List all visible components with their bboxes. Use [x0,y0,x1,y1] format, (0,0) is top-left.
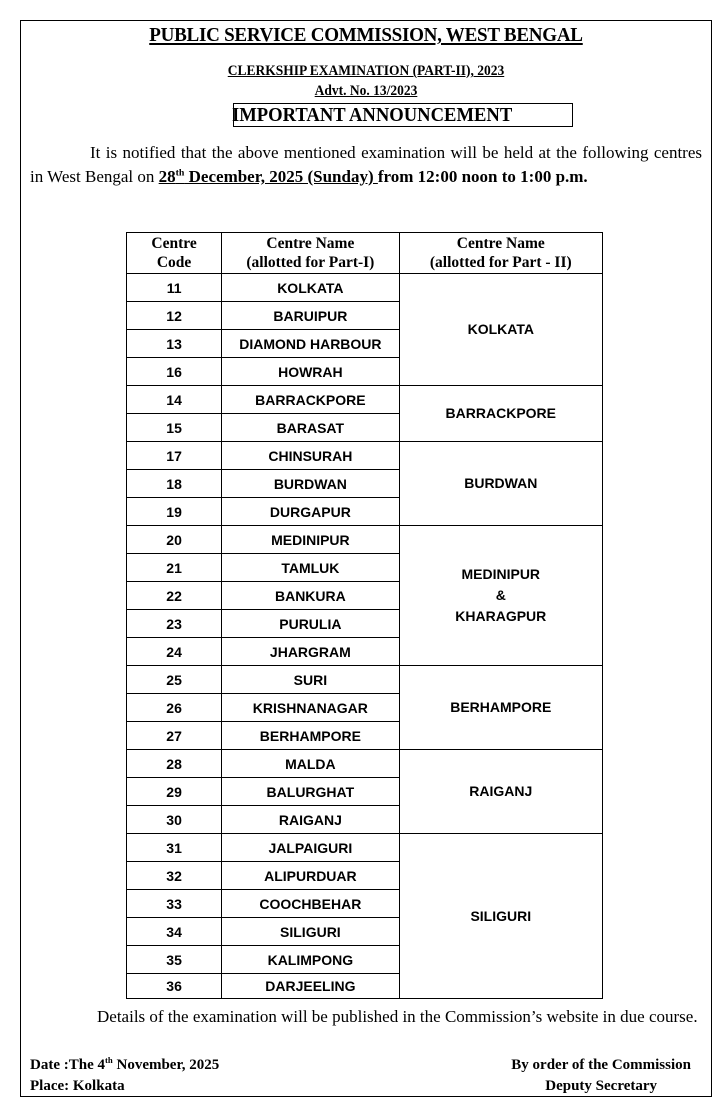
table-row: 28 MALDA RAIGANJ [127,750,603,778]
table-row: 18 BURDWAN [127,470,603,498]
table-row: 17 CHINSURAH BURDWAN [127,442,603,470]
table-row: 34 SILIGURI [127,918,603,946]
footer-signature [511,1055,691,1097]
header-part2-centre: Centre Name (allotted for Part - II) [399,233,602,274]
table-row: 29 BALURGHAT [127,778,603,806]
table-row: 30 RAIGANJ [127,806,603,834]
table-row: 25 SURI BERHAMPORE [127,666,603,694]
intro-text: It is notified that the above mentioned examination will be held at the following centres in West Bengal on [30,143,702,186]
header-part1-centre: Centre Name (allotted for Part-I) [222,233,399,274]
organization-title: PUBLIC SERVICE COMMISSION, WEST BENGAL [149,24,583,46]
table-header-row [127,233,603,274]
part2-group-raiganj: RAIGANJ [399,750,602,834]
table-row: 11 KOLKATA KOLKATA [127,274,603,302]
announcement-document [20,20,712,1097]
table-row: 35 KALIMPONG [127,946,603,974]
part2-group-kolkata: KOLKATA [399,274,602,386]
important-announcement-box [233,103,573,127]
table-row: 36 DARJEELING [127,974,603,999]
table-row: 32 ALIPURDUAR [127,862,603,890]
table-row: 12 BARUIPUR [127,302,603,330]
table-row: 24 JHARGRAM [127,638,603,666]
exam-date: 28th December, 2025 (Sunday) [158,167,378,186]
table-row: 14 BARRACKPORE BARRACKPORE [127,386,603,414]
table-row: 21 TAMLUK [127,554,603,582]
examination-title: CLERKSHIP EXAMINATION (PART-II), 2023 [227,63,505,79]
footer-date-place [30,1055,219,1097]
table-row: 22 BANKURA [127,582,603,610]
part2-group-siliguri: SILIGURI [399,834,602,999]
table-row: 20 MEDINIPUR MEDINIPUR & KHARAGPUR [127,526,603,554]
table-row: 23 PURULIA [127,610,603,638]
part2-group-berhampore: BERHAMPORE [399,666,602,750]
header-centre-code: Centre Code [127,233,222,274]
part2-group-barrackpore: BARRACKPORE [399,386,602,442]
part2-group-medinipur-kharagpur: MEDINIPUR & KHARAGPUR [399,526,602,666]
issue-place: Place: Kolkata [30,1078,125,1094]
table-row: 31 JALPAIGURI SILIGURI [127,834,603,862]
closing-paragraph: Details of the examination will be published in the Commission’s website in due course. [97,1007,698,1026]
order-line: By order of the Commission [511,1057,691,1073]
part2-group-burdwan: BURDWAN [399,442,602,526]
table-row: 33 COOCHBEHAR [127,890,603,918]
table-row: 13 DIAMOND HARBOUR [127,330,603,358]
intro-paragraph [30,141,702,189]
centres-table [126,232,603,999]
table-row: 16 HOWRAH [127,358,603,386]
advertisement-number: Advt. No. 13/2023 [314,83,418,99]
signatory: Deputy Secretary [545,1078,658,1094]
exam-time: from 12:00 noon to 1:00 p.m. [377,167,588,186]
table-row: 19 DURGAPUR [127,498,603,526]
issue-date: Date :The 4th November, 2025 [30,1055,220,1073]
table-row: 15 BARASAT [127,414,603,442]
table-row: 26 KRISHNANAGAR [127,694,603,722]
table-row: 27 BERHAMPORE [127,722,603,750]
announcement-heading: IMPORTANT ANNOUNCEMENT [232,104,513,126]
